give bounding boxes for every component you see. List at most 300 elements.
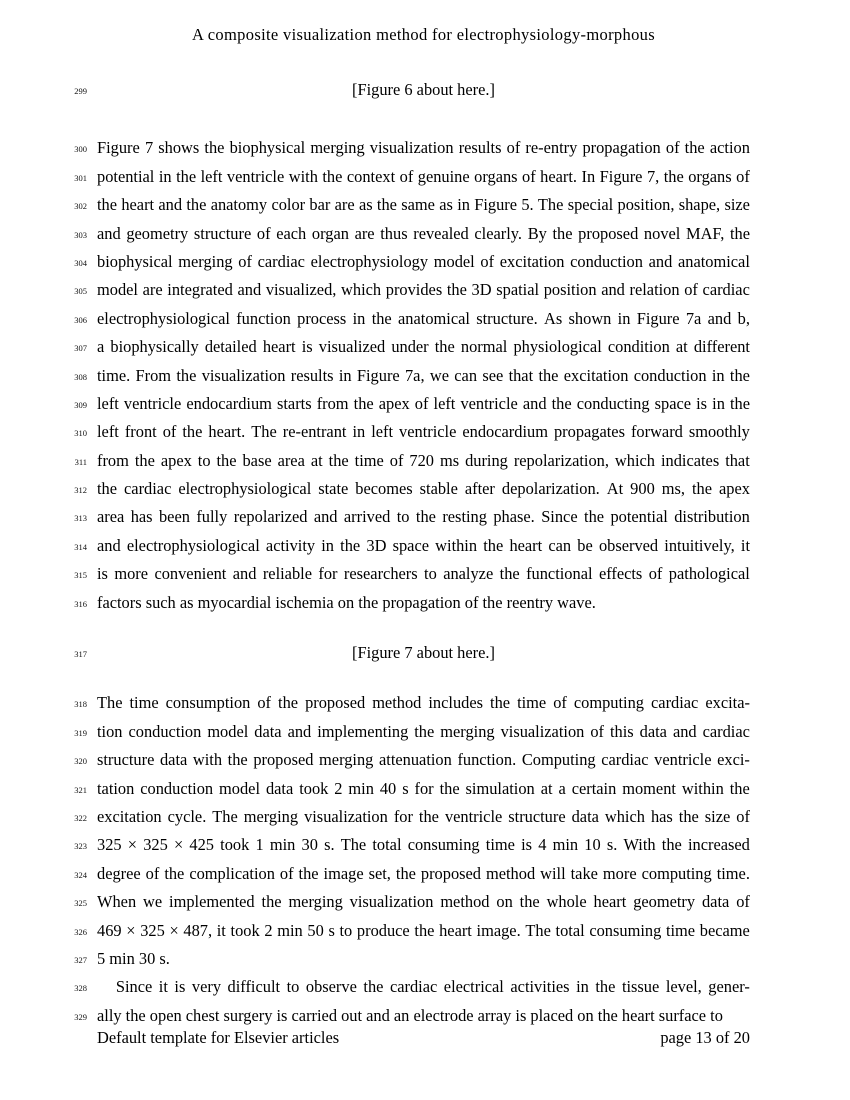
word: of <box>279 863 294 883</box>
word: of <box>736 166 750 186</box>
word: 50 <box>307 920 324 940</box>
word: the <box>692 479 713 499</box>
line-number: 311 <box>74 456 87 467</box>
word: and <box>672 721 697 741</box>
word: time. <box>97 365 131 385</box>
running-header-title: A composite visualization method for electrophysiology-morphous <box>191 25 655 44</box>
word: is <box>521 835 533 855</box>
word: the <box>278 693 299 713</box>
word: the <box>176 166 197 186</box>
word: × <box>169 920 179 940</box>
word: from <box>97 450 129 470</box>
word: area <box>97 507 125 527</box>
word: cardiac <box>601 750 649 770</box>
word: 30 <box>301 835 318 855</box>
word: visualization <box>201 365 286 385</box>
line-number: 328 <box>74 983 87 994</box>
word: the <box>97 195 118 215</box>
text-line <box>0 888 850 916</box>
word: 3D <box>366 535 387 555</box>
word: Figure <box>97 138 140 158</box>
word: can <box>548 535 572 555</box>
word: s. <box>324 835 335 855</box>
word: and <box>237 280 262 300</box>
word: model <box>207 721 249 741</box>
word: repolarization, <box>513 450 609 470</box>
word: tissue <box>621 977 660 997</box>
word: the <box>261 892 282 912</box>
word: geometry <box>633 892 696 912</box>
word: 425 <box>189 835 214 855</box>
word: and <box>97 535 121 555</box>
word: the <box>552 223 573 243</box>
word: the <box>684 138 705 158</box>
line-number: 329 <box>74 1011 87 1022</box>
word: depolarization. <box>501 479 600 499</box>
text-line <box>0 917 850 945</box>
word: data <box>701 892 730 912</box>
word: data <box>571 806 599 826</box>
line-text <box>97 973 750 1001</box>
word: the <box>678 806 699 826</box>
text-line <box>0 418 850 446</box>
word: 40 <box>379 778 397 798</box>
word: to <box>424 564 437 584</box>
line-number: 327 <box>74 954 87 965</box>
word: 4 <box>538 835 547 855</box>
word: in <box>711 365 725 385</box>
word: it <box>740 535 750 555</box>
line-number: 301 <box>74 172 87 183</box>
word: cardiac <box>651 693 699 713</box>
word: proposed <box>420 863 481 883</box>
word: state <box>318 479 349 499</box>
word: of <box>399 166 414 186</box>
line-text <box>97 305 750 333</box>
word: be <box>577 535 593 555</box>
word: under <box>391 337 429 357</box>
word: special <box>567 195 614 215</box>
word: excitation <box>563 365 629 385</box>
word: of <box>238 251 252 271</box>
word: will <box>540 863 566 883</box>
word: the <box>328 450 349 470</box>
word: to <box>286 977 300 997</box>
word: the <box>663 166 684 186</box>
word: conduction <box>570 251 643 271</box>
line-number: 312 <box>74 485 87 496</box>
word: produce <box>356 920 410 940</box>
word: consuming <box>407 835 480 855</box>
figure-callout-text: [Figure 7 about here.] <box>352 643 495 663</box>
word: stable <box>419 479 458 499</box>
word: Since <box>115 977 153 997</box>
word: we <box>429 365 449 385</box>
word: novel <box>643 223 681 243</box>
text-line <box>0 689 850 717</box>
word: revealed <box>413 223 469 243</box>
word: b, <box>737 308 750 328</box>
word: cardiac <box>124 479 172 499</box>
word: cardiac <box>702 721 750 741</box>
word: visualization <box>349 892 434 912</box>
word: the <box>376 195 397 215</box>
word: physiological <box>513 337 602 357</box>
word: indicates <box>660 450 720 470</box>
word: heart <box>262 337 296 357</box>
word: intuitively, <box>664 535 735 555</box>
word: 325 <box>140 920 165 940</box>
word: the <box>298 863 319 883</box>
word: image <box>323 863 364 883</box>
word: after <box>464 479 495 499</box>
word: repolarized <box>233 507 308 527</box>
word: spatial <box>496 280 540 300</box>
word: and <box>313 507 338 527</box>
word: model <box>433 251 475 271</box>
word: in <box>321 535 334 555</box>
word: propagation <box>582 138 661 158</box>
word: the <box>134 450 155 470</box>
word: the <box>186 195 207 215</box>
word: of <box>257 693 272 713</box>
word: merging <box>440 721 495 741</box>
word: anatomical <box>398 308 470 328</box>
word: thus <box>380 223 408 243</box>
word: propagates <box>553 422 625 442</box>
word: total <box>555 920 585 940</box>
word: heart <box>439 920 472 940</box>
word: different <box>693 337 750 357</box>
word: space <box>654 393 692 413</box>
line-number: 315 <box>74 570 87 581</box>
word: the <box>551 393 572 413</box>
word: data <box>254 721 282 741</box>
word: visualization <box>369 138 454 158</box>
line-text <box>97 163 750 191</box>
word: time <box>517 693 547 713</box>
document-body <box>0 76 850 1030</box>
word: during <box>465 450 508 470</box>
text-line <box>0 248 850 276</box>
word: a <box>558 778 566 798</box>
word: took <box>230 920 260 940</box>
word: 1 <box>255 835 264 855</box>
figure-callout-line <box>0 639 850 667</box>
text-line <box>0 831 850 859</box>
line-number: 304 <box>74 257 87 268</box>
line-text <box>97 560 750 588</box>
word: apex <box>719 479 750 499</box>
word: Computing <box>521 750 596 770</box>
word: to <box>197 450 211 470</box>
word: apex <box>160 450 192 470</box>
word: endocardium <box>462 422 548 442</box>
word: In <box>581 166 596 186</box>
word: functional <box>526 564 593 584</box>
word: electrophysiology <box>310 251 429 271</box>
word: heart <box>121 195 155 215</box>
word: the <box>340 535 361 555</box>
word: time <box>129 693 159 713</box>
word: tion <box>97 721 123 741</box>
word: front <box>124 422 157 442</box>
word: left <box>200 166 223 186</box>
word: geometry <box>126 223 189 243</box>
line-text <box>97 746 750 774</box>
word: pathological <box>668 564 750 584</box>
word: ventricle <box>123 393 182 413</box>
word: the <box>729 365 750 385</box>
line-text: 5 min 30 s. <box>97 948 170 968</box>
word: of <box>480 251 495 271</box>
word: s. <box>606 835 618 855</box>
word: the <box>204 138 225 158</box>
word: heart <box>509 535 543 555</box>
word: shows <box>158 138 200 158</box>
word: each <box>276 223 307 243</box>
word: in <box>576 977 589 997</box>
word: heart. <box>208 422 246 442</box>
word: apex <box>378 393 410 413</box>
word: data <box>639 721 667 741</box>
word: the <box>661 835 682 855</box>
word: electrophysiological <box>126 535 260 555</box>
word: anatomy <box>210 195 268 215</box>
line-text <box>97 831 750 859</box>
paragraph-body-2 <box>0 689 850 973</box>
word: took <box>299 778 329 798</box>
word: are <box>334 195 355 215</box>
word: the <box>164 863 185 883</box>
word: in <box>617 308 631 328</box>
word: merging <box>178 251 233 271</box>
word: left <box>97 393 119 413</box>
line-text <box>97 503 750 531</box>
word: convenient <box>154 564 227 584</box>
word: and <box>522 393 547 413</box>
word: the <box>439 778 460 798</box>
word: Figure <box>356 365 400 385</box>
word: color <box>271 195 306 215</box>
word: cardiac <box>257 251 305 271</box>
text-line <box>0 718 850 746</box>
word: MAF, <box>686 223 725 243</box>
word: with <box>288 166 318 186</box>
word: ventricle <box>460 393 518 413</box>
word: biophysically <box>110 337 199 357</box>
word: size <box>724 195 750 215</box>
word: for <box>393 806 413 826</box>
word: effects <box>598 564 643 584</box>
line-number: 299 <box>74 86 87 96</box>
word: for <box>318 564 338 584</box>
word: image. <box>476 920 521 940</box>
word: potential <box>610 507 668 527</box>
word: attenuation <box>379 750 452 770</box>
word: conduction <box>140 778 214 798</box>
word: cardiac <box>702 280 750 300</box>
line-number: 308 <box>74 371 87 382</box>
word: detailed <box>204 337 257 357</box>
word: integrated <box>167 280 233 300</box>
word: very <box>191 977 222 997</box>
word: and <box>232 564 257 584</box>
word: the <box>353 393 374 413</box>
paragraph-body-3 <box>0 973 850 1030</box>
word: to <box>339 920 353 940</box>
word: ms <box>439 450 460 470</box>
text-line <box>0 803 850 831</box>
word: conduction <box>633 365 707 385</box>
word: and <box>287 721 312 741</box>
word: the <box>363 977 384 997</box>
word: 900 <box>630 479 655 499</box>
word: in <box>338 365 352 385</box>
word: of <box>736 892 750 912</box>
word: reliable <box>262 564 312 584</box>
word: electrophysiological <box>97 308 230 328</box>
word: min <box>552 835 579 855</box>
line-text <box>97 475 750 503</box>
word: context <box>346 166 396 186</box>
word: 3D <box>471 280 492 300</box>
word: results <box>458 138 502 158</box>
text-line <box>0 276 850 304</box>
line-text <box>97 418 750 446</box>
word: see <box>482 365 504 385</box>
word: is <box>696 393 708 413</box>
word: is <box>97 564 108 584</box>
word: the <box>446 280 467 300</box>
word: × <box>173 835 184 855</box>
word: in <box>352 308 366 328</box>
word: it <box>216 920 226 940</box>
word: the <box>595 977 616 997</box>
word: researchers <box>343 564 418 584</box>
word: electrical <box>443 977 504 997</box>
word: at <box>675 337 688 357</box>
word: shown <box>568 308 612 328</box>
word: at <box>310 450 323 470</box>
line-text <box>97 917 750 945</box>
line-text <box>97 220 750 248</box>
word: endocardium <box>186 393 272 413</box>
word: been <box>158 507 190 527</box>
word: method <box>372 693 422 713</box>
word: on <box>496 892 513 912</box>
line-text <box>97 775 750 803</box>
word: method <box>485 863 536 883</box>
text-line <box>0 503 850 531</box>
word: excita- <box>705 693 750 713</box>
word: the <box>499 564 520 584</box>
line-text <box>97 532 750 560</box>
word: becomes <box>355 479 413 499</box>
page-footer <box>97 1026 750 1050</box>
text-line <box>0 447 850 475</box>
word: can <box>454 365 478 385</box>
text-line <box>0 945 850 973</box>
word: organs <box>474 166 518 186</box>
word: in <box>457 195 470 215</box>
word: and <box>707 308 732 328</box>
line-number: 318 <box>74 699 87 710</box>
word: starts <box>277 393 312 413</box>
text-line <box>0 746 850 774</box>
line-text <box>97 718 750 746</box>
word: time <box>485 835 515 855</box>
word: for <box>414 778 434 798</box>
word: visualized <box>318 337 386 357</box>
text-line <box>0 390 850 418</box>
word: computing <box>641 863 712 883</box>
word: activities <box>510 977 570 997</box>
word: analyze <box>443 564 494 584</box>
word: structure <box>508 806 566 826</box>
word: forward <box>630 422 683 442</box>
word: 2 <box>264 920 273 940</box>
word: × <box>126 920 136 940</box>
word: of <box>389 450 404 470</box>
word: clearly. <box>474 223 523 243</box>
word: is <box>174 977 186 997</box>
word: proposed <box>305 693 366 713</box>
word: left <box>97 422 119 442</box>
word: are <box>142 280 163 300</box>
word: the <box>418 806 439 826</box>
text-line <box>0 362 850 390</box>
line-number: 302 <box>74 201 87 212</box>
text-line <box>0 560 850 588</box>
line-text <box>97 362 750 390</box>
word: 469 <box>97 920 122 940</box>
word: same <box>401 195 435 215</box>
word: of <box>414 393 429 413</box>
word: merging <box>243 806 299 826</box>
word: potential <box>97 166 155 186</box>
word: model <box>97 280 138 300</box>
word: activity <box>265 535 316 555</box>
word: Since <box>541 507 578 527</box>
word: implementing <box>317 721 409 741</box>
paragraph-gap <box>0 667 850 689</box>
word: the <box>490 693 511 713</box>
word: ventricle <box>399 422 457 442</box>
line-number: 300 <box>74 144 87 155</box>
word: within <box>681 778 724 798</box>
word: min <box>277 920 303 940</box>
word: process <box>297 308 347 328</box>
word: model <box>219 778 261 798</box>
line-number: 314 <box>74 541 87 552</box>
word: 487, <box>183 920 213 940</box>
word: set, <box>368 863 391 883</box>
word: has <box>130 507 153 527</box>
word: results <box>290 365 334 385</box>
word: The <box>251 422 277 442</box>
word: to <box>396 507 410 527</box>
word: re-entry <box>525 138 578 158</box>
word: the <box>216 450 237 470</box>
word: the <box>584 507 605 527</box>
word: ms, <box>661 479 685 499</box>
word: visualized, <box>265 280 337 300</box>
line-text <box>97 447 750 475</box>
word: the <box>97 479 118 499</box>
word: took <box>220 835 250 855</box>
word: arrived <box>343 507 391 527</box>
